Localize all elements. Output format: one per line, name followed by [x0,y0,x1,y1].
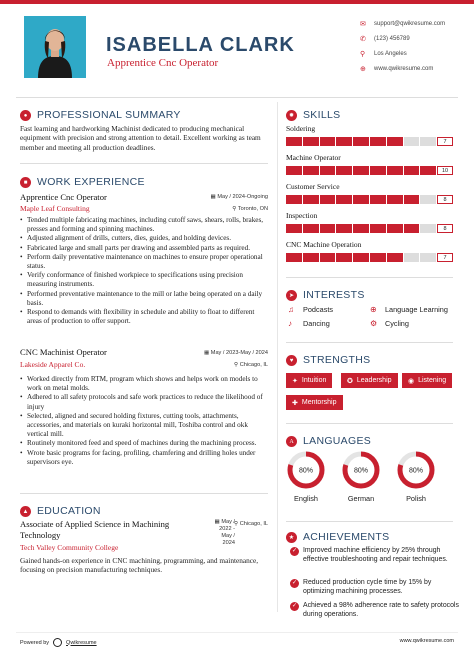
check-icon: ✓ [291,603,298,609]
list-item: • Worked directly from RTM, program which shows and helps work on models to work on metal molds. [20,375,268,393]
email-icon: ✉ [360,20,366,28]
skill-bar-segment [420,253,436,262]
list-item: • Selected, aligned and secured holding fixtures, cutting tools, attachments, accessories, and materials on kuraki horizontal mill, Toshiba control and okk vertical mill. [20,412,268,440]
contact-list [360,16,470,76]
qwikresume-logo-icon [53,638,62,647]
skill-bar-segment [336,253,352,262]
skill-bar-segment [303,137,319,146]
achievement-item: ✓ Improved machine efficiency by 25% through effective troubleshooting and repair techniques. [291,547,448,563]
list-item: • Fabricated large and small parts per drawing and assembled parts as required. [20,244,268,253]
skill-bar-segment [404,253,420,262]
location-icon: ⚲ [360,50,366,58]
skill-name: Inspection [286,211,318,220]
job-1-title: Apprentice Cnc Operator [20,192,107,202]
skill-bar-segment [286,224,302,233]
check-icon: ✓ [291,548,298,554]
footer-url[interactable]: www.qwikresume.com [399,638,454,644]
contact-location [360,46,470,61]
skill-bar-segment [303,253,319,262]
skill-bar-segment [353,195,369,204]
skill-bar-segment [320,253,336,262]
achievements-heading: ACHIEVEMENTS [303,531,390,543]
profile-photo [24,16,86,78]
pin-icon: ⚲ [232,206,238,212]
education-heading: EDUCATION [37,505,101,517]
education-date: ▦ May / 2022 - May / 2024 [214,519,235,546]
candidate-title: Apprentice Cnc Operator [107,57,219,69]
trophy-icon: ★ [286,532,297,543]
skill-bar-segment [336,224,352,233]
leadership-icon: ✪ [347,377,353,385]
language-percent: 80% [298,467,314,475]
language-item [341,450,381,503]
interest-cycling: ⚙ Cycling [370,319,409,328]
contact-phone-text: (123) 456789 [374,35,410,42]
skill-bar-segment [303,195,319,204]
calendar-icon: ▦ [203,350,211,356]
job-1-company: Maple Leaf Consulting [20,204,90,213]
interests-divider [286,342,453,343]
strength-listening: ◉ Listening [402,373,452,388]
graduation-cap-icon: ▲ [20,506,31,517]
education-degree: Associate of Applied Science in Machining Technology [20,519,170,540]
translate-icon: A [286,436,297,447]
skill-bar-segment [320,137,336,146]
skill-bar-segment [420,224,436,233]
job-2-title: CNC Machinist Operator [20,347,107,357]
strength-mentorship: ✚ Mentorship [286,395,343,410]
skill-bar-segment [387,224,403,233]
briefcase-icon: ■ [20,177,31,188]
skill-bar [286,137,453,146]
skill-bar-segment [336,195,352,204]
contact-website[interactable] [360,61,470,76]
job-2-bullets [20,375,268,467]
contact-email[interactable] [360,16,470,31]
skill-bar-segment [336,137,352,146]
footer-divider [16,632,458,633]
skill-bar-segment [286,253,302,262]
skill-bar-segment [320,166,336,175]
skill-bar-segment [370,195,386,204]
interest-language-learning: ⊕ Language Learning [370,305,448,314]
skill-score: 7 [437,137,453,146]
strengths-divider [286,423,453,424]
calendar-icon: ▦ [210,194,218,200]
list-item: • Routinely monitored feed and speed of machines during the machining process. [20,439,268,448]
job-1-date: ▦ May / 2024-Ongoing [210,194,268,200]
list-item: • Wrote basic programs for facing, profiling, chamfering and drilling holes under supervisors eye. [20,449,268,467]
job-1-location: ⚲ Toronto, ON [232,206,268,212]
calendar-icon: ▦ [214,519,222,525]
language-item [286,450,326,503]
skill-bar-segment [286,137,302,146]
skill-bar-segment [370,166,386,175]
language-percent: 80% [408,467,424,475]
skill-bar-segment [420,137,436,146]
skill-bar [286,224,453,233]
skill-bar-segment [320,224,336,233]
footer-powered: Powered by Qwikresume [20,639,97,646]
skill-bar-segment [404,137,420,146]
summary-divider [20,163,268,164]
skill-name: CNC Machine Operation [286,240,362,249]
contact-location-text: Los Angeles [374,50,407,57]
job-1-bullets [20,216,268,326]
strength-leadership: ✪ Leadership [341,373,398,388]
job-2-date: ▦ May / 2023-May / 2024 [203,350,268,356]
heart-icon: ♥ [286,355,297,366]
contact-email-text: support@qwikresume.com [374,20,446,27]
skill-bar-segment [387,166,403,175]
pin-icon: ⚲ [234,362,240,368]
dance-icon: ♪ [288,319,292,328]
skill-bar-segment [353,253,369,262]
education-text: Gained hands-on experience in CNC machining, programming, and maintenance, focusing on precision manufacturing techniques. [20,556,259,575]
check-icon: ✓ [291,580,298,586]
skill-bar-segment [336,166,352,175]
summary-icon: ● [20,110,31,121]
skill-bar-segment [353,137,369,146]
language-percent: 80% [353,467,369,475]
skill-name: Customer Service [286,182,340,191]
column-divider [277,102,278,612]
languages-divider [286,521,453,522]
job-2-location: ⚲ Chicago, IL [234,362,268,368]
skill-bar-segment [404,166,420,175]
top-accent-bar [0,0,474,4]
skill-bar-segment [286,195,302,204]
globe-icon: ⊕ [370,305,377,314]
language-ring [396,450,436,490]
skill-score: 10 [437,166,453,175]
skill-bar-segment [370,137,386,146]
skill-bar-segment [387,195,403,204]
skill-bar-segment [420,195,436,204]
skills-heading: SKILLS [303,109,341,121]
skill-bar-segment [320,195,336,204]
skill-bar-segment [387,253,403,262]
language-name: German [347,494,375,503]
skill-bar [286,253,453,262]
skill-bar-segment [303,166,319,175]
skill-score: 8 [437,195,453,204]
list-item: • Respond to demands with flexibility in schedule and ability to float to different areas of production to offer support. [20,308,268,326]
summary-heading: PROFESSIONAL SUMMARY [37,109,181,121]
experience-heading: WORK EXPERIENCE [37,176,145,188]
skill-bar-segment [353,166,369,175]
list-item: • Verify conformance of finished workpiece to specifications using precision measuring instruments. [20,271,268,289]
candidate-name: ISABELLA CLARK [106,34,295,56]
interest-podcasts: ♫ Podcasts [288,305,334,314]
list-item: • Adjusted alignment of drills, cutters, dies, guides, and holding devices. [20,234,268,243]
skill-bar-segment [404,224,420,233]
job-2-company: Lakeside Apparel Co. [20,360,86,369]
paper-plane-icon: ➤ [286,290,297,301]
languages-heading: LANGUAGES [303,435,372,447]
podcast-icon: ♫ [288,305,294,314]
website-icon: ⊕ [360,65,366,73]
skill-name: Machine Operator [286,153,341,162]
intuition-icon: ✦ [292,377,298,385]
bicycle-icon: ⚙ [370,319,378,328]
list-item: • Perform daily preventative maintenance on machines to ensure proper operational status. [20,253,268,271]
skills-divider [286,277,453,278]
skill-bar-segment [303,224,319,233]
strengths-heading: STRENGTHS [303,354,371,366]
interest-dancing: ♪ Dancing [288,319,330,328]
language-ring [341,450,381,490]
skill-bar-segment [370,253,386,262]
language-name: English [294,494,318,503]
skill-bar-segment [404,195,420,204]
skill-score: 7 [437,253,453,262]
footer-brand[interactable]: Qwikresume [66,639,97,646]
strength-intuition: ✦ Intuition [286,373,332,388]
skill-score: 8 [437,224,453,233]
skill-bar-segment [420,166,436,175]
achievement-item: ✓ Achieved a 98% adherence rate to safety protocols during operations. [291,602,459,618]
mentorship-icon: ✚ [292,399,298,407]
education-location: ⚲ Chicago, IL [234,521,268,527]
skill-bar [286,195,453,204]
contact-phone[interactable] [360,31,470,46]
list-item: • Tended multiple fabricating machines, including cutoff saws, shears, rolls, brakes, presses and forming and spinning machines. [20,216,268,234]
contact-website-text: www.qwikresume.com [374,65,434,72]
language-item [396,450,436,503]
lightbulb-icon: ✹ [286,110,297,121]
listening-icon: ◉ [408,377,415,385]
language-name: Polish [406,494,426,503]
skill-bar-segment [353,224,369,233]
skill-bar-segment [370,224,386,233]
interests-heading: INTERESTS [303,289,365,301]
skill-name: Soldering [286,124,316,133]
skill-bar [286,166,453,175]
phone-icon: ✆ [360,35,366,43]
achievement-item: ✓ Reduced production cycle time by 15% by optimizing machining processes. [291,579,432,595]
experience-divider [20,493,268,494]
skill-bar-segment [387,137,403,146]
language-ring [286,450,326,490]
skill-bar-segment [286,166,302,175]
education-school: Tech Valley Community College [20,543,119,552]
pin-icon: ⚲ [234,521,240,527]
list-item: • Performed preventative maintenance to the mill or lathe being operated on a daily basis. [20,290,268,308]
list-item: • Adhered to all safety protocols and safe work practices to reduce the likelihood of injury [20,393,268,411]
summary-text: Fast learning and hardworking Machinist dedicated to producing mechanical equipment with precision and strong attention to detail. Excellent working as team member and meeting all production deadlines. [20,124,261,152]
header-divider [16,97,458,98]
